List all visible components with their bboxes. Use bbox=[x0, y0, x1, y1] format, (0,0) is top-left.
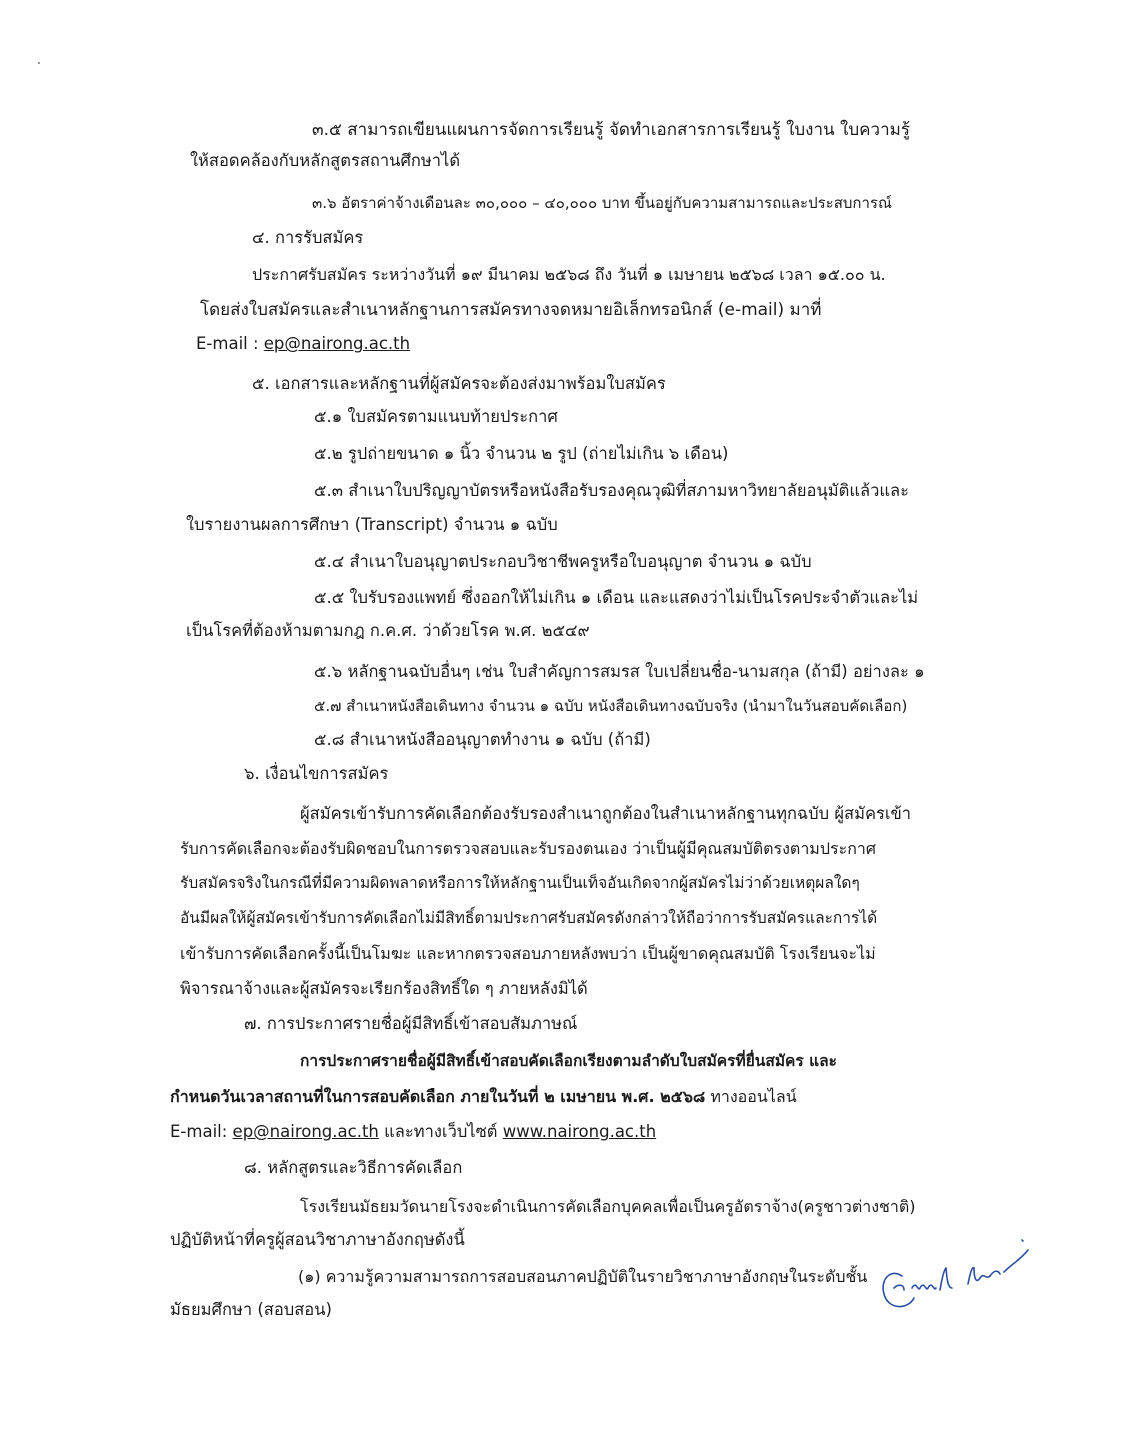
email-label: E-mail: bbox=[170, 1122, 233, 1141]
section-6-line-4: อันมีผลให้ผู้สมัครเข้ารับการคัดเลือกไม่มีสิทธิ์ตามประกาศรับสมัครดังกล่าวให้ถือว่าการรับสมัครและการได้ bbox=[180, 909, 878, 927]
section-8-line-4: มัธยมศึกษา (สอบสอน) bbox=[170, 1300, 332, 1319]
section-6-line-2: รับการคัดเลือกจะต้องรับผิดชอบในการตรวจสอบและรับรองตนเอง ว่าเป็นผู้มีคุณสมบัติตรงตามประกาศ bbox=[180, 839, 877, 858]
section-5-4: ๕.๔ สำเนาใบอนุญาตประกอบวิชาชีพครูหรือใบอนุญาต จำนวน ๑ ฉบับ bbox=[314, 552, 812, 571]
section-5-2: ๕.๒ รูปถ่ายขนาด ๑ นิ้ว จำนวน ๒ รูป (ถ่ายไม่เกิน ๖ เดือน) bbox=[314, 444, 729, 463]
section-3-6: ๓.๖ อัตราค่าจ้างเดือนละ ๓๐,๐๐๐ – ๔๐,๐๐๐ บาท ขึ้นอยู่กับความสามารถและประสบการณ์ bbox=[312, 194, 892, 212]
section-8-line-2: ปฏิบัติหน้าที่ครูผู้สอนวิชาภาษาอังกฤษดังนี้ bbox=[170, 1230, 465, 1249]
section-3-5-line-1: ๓.๕ สามารถเขียนแผนการจัดการเรียนรู้ จัดทำเอกสารการเรียนรู้ ใบงาน ใบความรู้ bbox=[312, 120, 910, 140]
section-5-3-line-2: ใบรายงานผลการศึกษา (Transcript) จำนวน ๑ ฉบับ bbox=[186, 515, 558, 534]
section-5-3-line-1: ๕.๓ สำเนาใบปริญญาบัตรหรือหนังสือรับรองคุณวุฒิที่สภามหาวิทยาลัยอนุมัติแล้วและ bbox=[314, 481, 909, 500]
section-7-line-2-rest: ทางออนไลน์ bbox=[705, 1087, 797, 1106]
section-4-line-2: โดยส่งใบสมัครและสำเนาหลักฐานการสมัครทางจดหมายอิเล็กทรอนิกส์ (e-mail) มาที่ bbox=[200, 300, 822, 320]
website-link[interactable]: www.nairong.ac.th bbox=[502, 1122, 657, 1141]
section-7-line-2-bold: กำหนดวันเวลาสถานที่ในการสอบคัดเลือก ภายในวันที่ ๒ เมษายน พ.ศ. ๒๕๖๘ bbox=[170, 1087, 706, 1106]
section-3-5-line-2: ให้สอดคล้องกับหลักสูตรสถานศึกษาได้ bbox=[190, 151, 461, 170]
section-7-contact-line bbox=[170, 1122, 656, 1142]
email-link[interactable]: ep@nairong.ac.th bbox=[263, 334, 411, 353]
section-5-1: ๕.๑ ใบสมัครตามแนบท้ายประกาศ bbox=[314, 407, 558, 426]
section-6-line-1: ผู้สมัครเข้ารับการคัดเลือกต้องรับรองสำเนาถูกต้องในสำเนาหลักฐานทุกฉบับ ผู้สมัครเข้า bbox=[300, 804, 912, 823]
section-5-7: ๕.๗ สำเนาหนังสือเดินทาง จำนวน ๑ ฉบับ หนังสือเดินทางฉบับจริง (นำมาในวันสอบคัดเลือก) bbox=[314, 697, 908, 715]
section-6-line-6: พิจารณาจ้างและผู้สมัครจะเรียกร้องสิทธิ์ใด ๆ ภายหลังมิได้ bbox=[180, 979, 588, 998]
section-7-line-2 bbox=[170, 1087, 797, 1106]
section-6-heading: ๖. เงื่อนไขการสมัคร bbox=[244, 764, 389, 783]
section-5-heading: ๕. เอกสารและหลักฐานที่ผู้สมัครจะต้องส่งมาพร้อมใบสมัคร bbox=[252, 374, 666, 393]
section-5-8: ๕.๘ สำเนาหนังสืออนุญาตทำงาน ๑ ฉบับ (ถ้ามี) bbox=[314, 730, 651, 749]
section-6-line-3: รับสมัครจริงในกรณีที่มีความผิดพลาดหรือการให้หลักฐานเป็นเท็จอันเกิดจากผู้สมัครไม่ว่าด้วยเหตุผลใดๆ bbox=[180, 874, 860, 892]
section-7-heading: ๗. การประกาศรายชื่อผู้มีสิทธิ์เข้าสอบสัมภาษณ์ bbox=[244, 1014, 578, 1033]
section-8-heading: ๘. หลักสูตรและวิธีการคัดเลือก bbox=[244, 1158, 463, 1177]
section-5-5-line-1: ๕.๕ ใบรับรองแพทย์ ซึ่งออกให้ไม่เกิน ๑ เดือน และแสดงว่าไม่เป็นโรคประจำตัวและไม่ bbox=[314, 588, 919, 607]
email-label: E-mail : bbox=[196, 334, 264, 353]
website-label: และทางเว็บไซต์ bbox=[378, 1122, 503, 1141]
scan-speck bbox=[38, 62, 40, 64]
section-5-6: ๕.๖ หลักฐานฉบับอื่นๆ เช่น ใบสำคัญการสมรส ใบเปลี่ยนชื่อ-นามสกุล (ถ้ามี) อย่างละ ๑ bbox=[314, 662, 925, 681]
section-7-line-1: การประกาศรายชื่อผู้มีสิทธิ์เข้าสอบคัดเลือกเรียงตามลำดับใบสมัครที่ยื่นสมัคร และ bbox=[300, 1052, 837, 1070]
email-link[interactable]: ep@nairong.ac.th bbox=[232, 1122, 379, 1141]
handwritten-signature bbox=[872, 1218, 1032, 1318]
section-4-email-line bbox=[196, 334, 410, 354]
section-8-line-1: โรงเรียนมัธยมวัดนายโรงจะดำเนินการคัดเลือกบุคคลเพื่อเป็นครูอัตราจ้าง(ครูชาวต่างชาติ) bbox=[300, 1197, 916, 1216]
section-8-line-3: (๑) ความรู้ความสามารถการสอบสอนภาคปฏิบัติในรายวิชาภาษาอังกฤษในระดับชั้น bbox=[298, 1267, 868, 1286]
section-5-5-line-2: เป็นโรคที่ต้องห้ามตามกฎ ก.ค.ศ. ว่าด้วยโรค พ.ศ. ๒๕๔๙ bbox=[186, 621, 590, 640]
section-4-heading: ๔. การรับสมัคร bbox=[252, 228, 364, 247]
section-4-line-1: ประกาศรับสมัคร ระหว่างวันที่ ๑๙ มีนาคม ๒๕๖๘ ถึง วันที่ ๑ เมษายน ๒๕๖๘ เวลา ๑๕.๐๐ น. bbox=[252, 265, 886, 284]
section-6-line-5: เข้ารับการคัดเลือกครั้งนี้เป็นโมฆะ และหากตรวจสอบภายหลังพบว่า เป็นผู้ขาดคุณสมบัติ โรงเรียนจะไม่ bbox=[180, 944, 876, 963]
